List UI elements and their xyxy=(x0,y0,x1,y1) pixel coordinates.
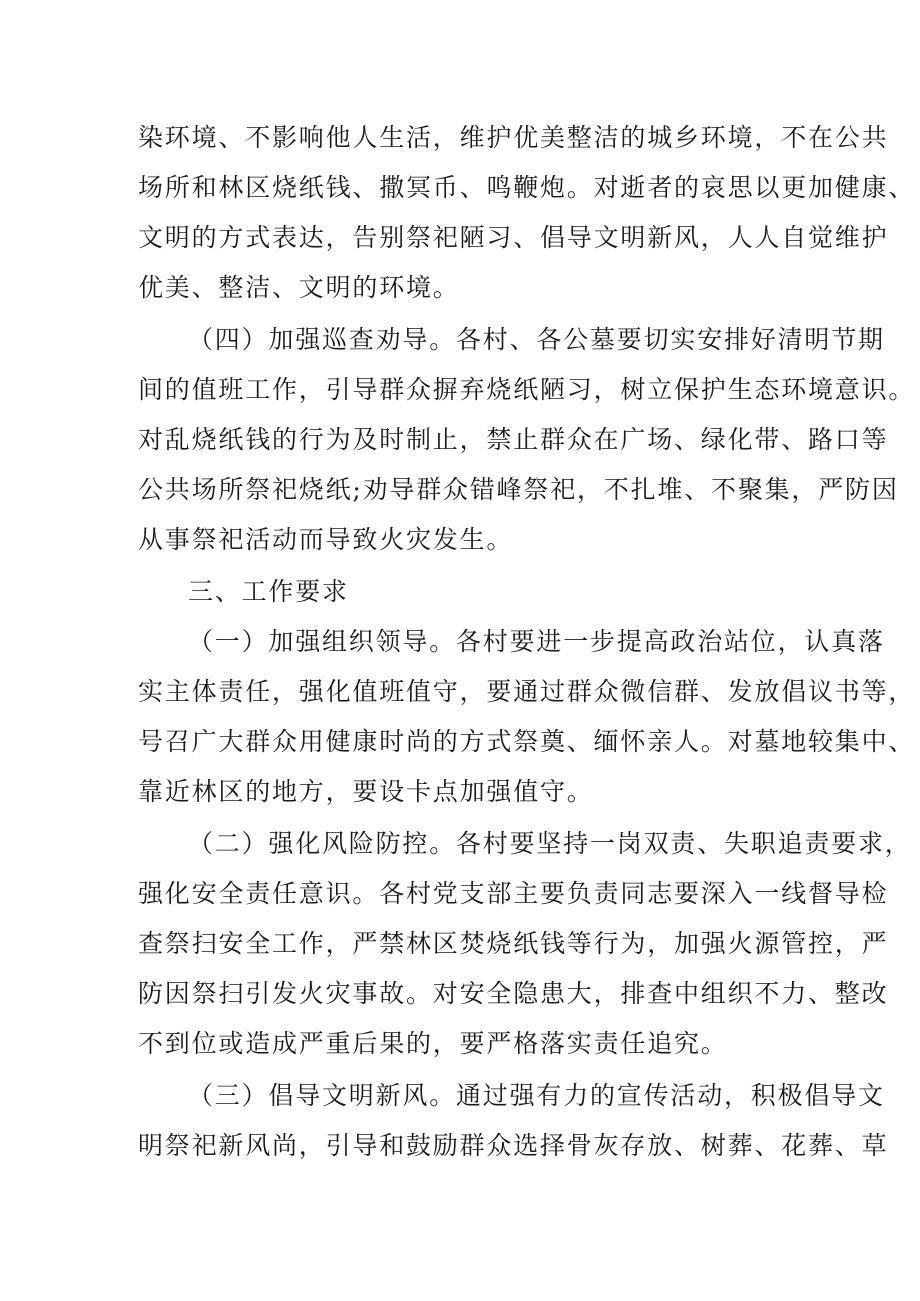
text-line-18: 防因祭扫引发火灾事故。对安全隐患大，排查中组织不力、整改 xyxy=(138,979,889,1008)
text-line-21: 明祭祀新风尚，引导和鼓励群众选择骨灰存放、树葬、花葬、草 xyxy=(138,1131,889,1160)
text-line-13: 号召广大群众用健康时尚的方式祭奠、缅怀亲人。对墓地较集中、 xyxy=(138,727,916,756)
text-line-7: 对乱烧纸钱的行为及时制止，禁止群众在广场、绿化带、路口等 xyxy=(138,425,889,454)
paragraph-3-heading: （三）倡导文明新风。通过强有力的宣传活动，积极倡导文 xyxy=(188,1081,885,1110)
text-line-8: 公共场所祭祀烧纸;劝导群众错峰祭祀，不扎堆、不聚集，严防因 xyxy=(138,475,899,504)
text-line-19: 不到位或造成严重后果的，要严格落实责任追究。 xyxy=(138,1029,728,1058)
text-line-16: 强化安全责任意识。各村党支部主要负责同志要深入一线督导检 xyxy=(138,879,889,908)
paragraph-4-heading: （四）加强巡查劝导。各村、各公墓要切实安排好清明节期 xyxy=(188,325,885,354)
text-line-17: 查祭扫安全工作，严禁林区焚烧纸钱等行为，加强火源管控，严 xyxy=(138,929,889,958)
text-line-12: 实主体责任，强化值班值守，要通过群众微信群、发放倡议书等， xyxy=(138,677,916,706)
text-line-2: 场所和林区烧纸钱、撒冥币、鸣鞭炮。对逝者的哀思以更加健康、 xyxy=(138,173,916,202)
text-line-4: 优美、整洁、文明的环境。 xyxy=(138,273,460,302)
paragraph-1-heading: （一）加强组织领导。各村要进一步提高政治站位，认真落 xyxy=(188,627,885,656)
text-line-9: 从事祭祀活动而导致火灾发生。 xyxy=(138,525,514,554)
paragraph-2-heading: （二）强化风险防控。各村要坚持一岗双责、失职追责要求， xyxy=(188,829,912,858)
text-line-6: 间的值班工作，引导群众摒弃烧纸陋习，树立保护生态环境意识。 xyxy=(138,375,916,404)
section-3-heading: 三、工作要求 xyxy=(188,577,349,606)
text-line-1: 染环境、不影响他人生活，维护优美整洁的城乡环境，不在公共 xyxy=(138,123,889,152)
text-line-14: 靠近林区的地方，要设卡点加强值守。 xyxy=(138,777,594,806)
text-line-3: 文明的方式表达，告别祭祀陋习、倡导文明新风，人人自觉维护 xyxy=(138,223,889,252)
